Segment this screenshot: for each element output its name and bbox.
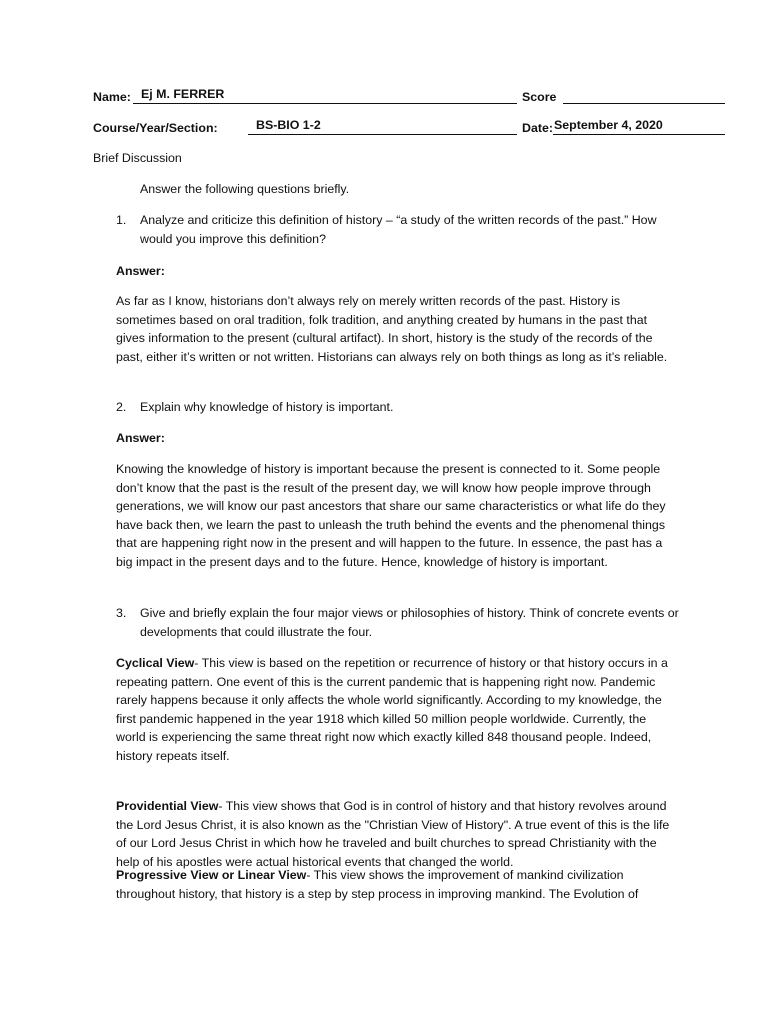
course-label: Course/Year/Section: [93, 121, 218, 135]
view-paragraph [116, 654, 676, 766]
view-text: - This view is based on the repetition or recurrence of history or that history occurs in a repeating pattern. One event of this is the current pandemic that is happening right now. Pandemic rarely happens because it only affects the whole world significantly. According to my knowledge, the first pandemic happened in the year 1918 which killed 50 million people worldwide. Currently, the world is experiencing the same threat right now which exactly killed 848 thousand people. Indeed, history repeats itself. [116, 656, 668, 763]
date-label: Date: [522, 121, 553, 135]
score-label: Score [522, 90, 557, 104]
name-label: Name: [93, 90, 131, 104]
instruction: Answer the following questions briefly. [140, 182, 350, 196]
view-title: Progressive View or Linear View [116, 868, 307, 882]
view-title: Cyclical View [116, 656, 195, 670]
score-field [563, 88, 725, 104]
name-field [133, 88, 517, 104]
section-title: Brief Discussion [93, 151, 182, 165]
question-number: 1. [116, 213, 127, 227]
answer-paragraph: Knowing the knowledge of history is important because the present is connected to it. Some people don’t know that the past is the result of the present day, we will know how people improve through generations, we will know our past ancestors that share our same characteristics or what life do they have back then, we learn the past to unleash the truth behind the events and the phenomenal things that are happening right now in the present and will happen to the future. In essence, the past has a big impact in the present days and to the future. Hence, knowledge of history is important. [116, 462, 666, 569]
answer-label: Answer: [116, 431, 165, 445]
question-text: Analyze and criticize this definition of history – “a study of the written records of the past.” How would you improve this definition? [140, 213, 657, 246]
course-field [248, 119, 517, 135]
answer-label: Answer: [116, 264, 165, 278]
question-number: 2. [116, 400, 127, 414]
view-paragraph [116, 797, 676, 871]
view-text: - This view shows that God is in control of history and that history revolves around the Lord Jesus Christ, it is also known as the "Christian View of History". A true event of this is the life of our Lord Jesus Christ in which how he traveled and built churches to spread Christianity with the help of his apostles were actual historical events that changed the world. [116, 799, 670, 869]
date-value: September 4, 2020 [554, 118, 663, 133]
view-text: - This view shows the improvement of mankind civilization throughout history, that history is a step by step process in improving mankind. The Evolution of [116, 868, 639, 901]
view-paragraph [116, 866, 676, 903]
view-title: Providential View [116, 799, 219, 813]
question-text: Explain why knowledge of history is important. [140, 400, 394, 414]
answer-paragraph: As far as I know, historians don’t always rely on merely written records of the past. History is sometimes based on oral tradition, folk tradition, and anything created by humans in the past that gives information to the present (cultural artifact). In short, history is the study of the records of the past, either it’s written or not written. Historians can always rely on both things as long as it’s reliable. [116, 294, 668, 364]
question-text: Give and briefly explain the four major views or philosophies of history. Think of concrete events or developments that could illustrate the four. [140, 606, 679, 639]
date-field [553, 119, 725, 135]
name-value: Ej M. FERRER [141, 87, 225, 102]
course-value: BS-BIO 1-2 [256, 118, 321, 133]
question-number: 3. [116, 606, 127, 620]
